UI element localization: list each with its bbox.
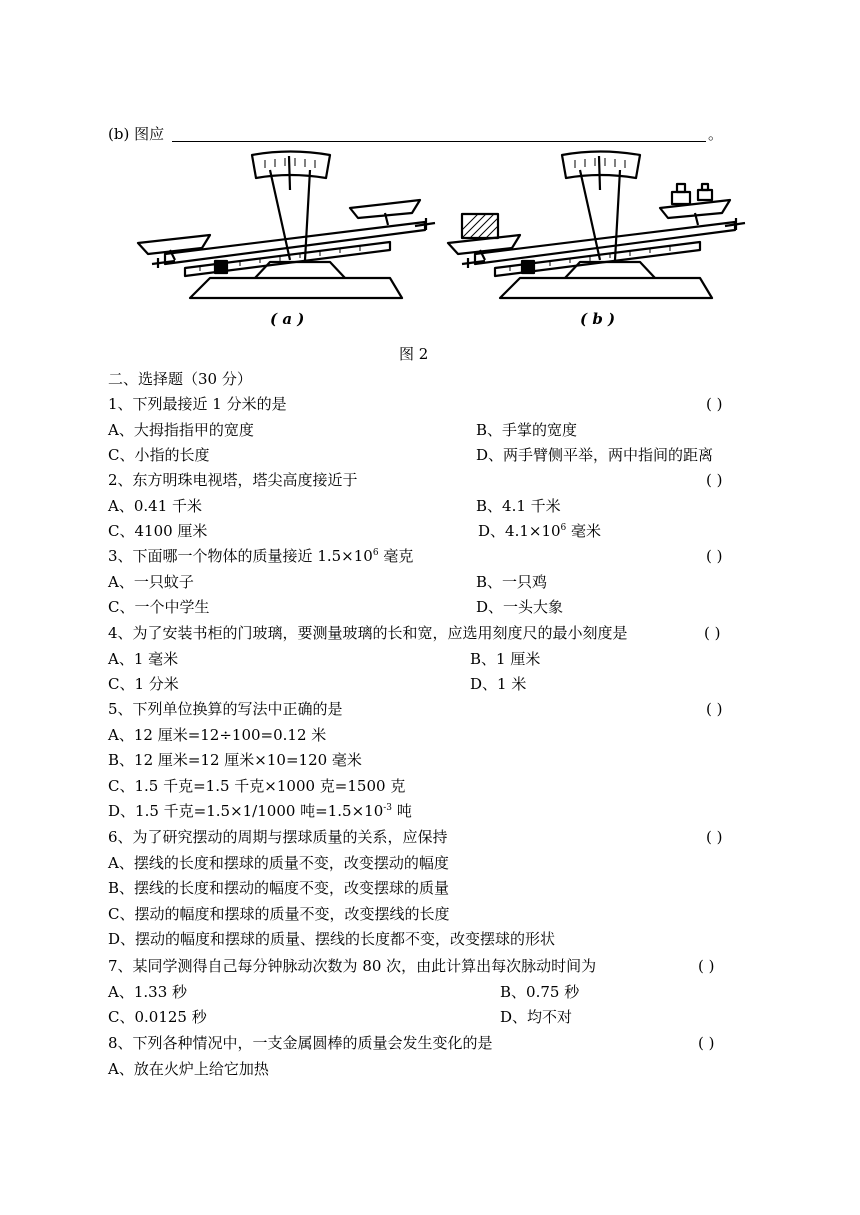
answer-paren-7[interactable]: ( ) (698, 957, 715, 975)
q1-option-a[interactable]: A、大拇指指甲的宽度 (108, 421, 254, 439)
q4-option-d[interactable]: D、1 米 (470, 675, 527, 693)
q6-option-c[interactable]: C、摆动的幅度和摆球的质量不变，改变摆线的长度 (108, 905, 450, 923)
q5-option-b[interactable]: B、12 厘米=12 厘米×10=120 毫米 (108, 751, 362, 769)
figure-label-a: ( a ) (270, 310, 305, 328)
q3-option-d[interactable]: D、一头大象 (476, 598, 564, 616)
answer-paren-8[interactable]: ( ) (698, 1034, 715, 1052)
q7-option-b[interactable]: B、0.75 秒 (500, 983, 580, 1001)
fill-prompt-end: 。 (708, 125, 724, 143)
balance-figure (130, 150, 750, 335)
answer-paren-4[interactable]: ( ) (704, 624, 721, 642)
q2-option-b[interactable]: B、4.1 千米 (476, 497, 561, 515)
q4-option-a[interactable]: A、1 毫米 (108, 650, 179, 668)
q8-option-a[interactable]: A、放在火炉上给它加热 (108, 1060, 269, 1078)
section-title: 二、选择题（30 分） (108, 370, 252, 388)
question-3-stem: 3、下面哪一个物体的质量接近 $1.5\times 10^6$ 毫克 (108, 547, 414, 565)
fill-prompt-label: (b) 图应 (108, 125, 165, 143)
q7-option-a[interactable]: A、1.33 秒 (108, 983, 187, 1001)
q4-option-b[interactable]: B、1 厘米 (470, 650, 541, 668)
q3-option-c[interactable]: C、一个中学生 (108, 598, 210, 616)
answer-blank-line[interactable] (172, 141, 706, 142)
balance-a-drawing (138, 152, 435, 299)
q2-option-d[interactable]: D、$4.1\times 10^6$ 毫米 (478, 522, 602, 540)
q7-option-c[interactable]: C、0.0125 秒 (108, 1008, 207, 1026)
q6-option-b[interactable]: B、摆线的长度和摆动的幅度不变，改变摆球的质量 (108, 879, 450, 897)
q5-option-a[interactable]: A、12 厘米=12÷100=0.12 米 (108, 726, 327, 744)
question-7-stem: 7、某同学测得自己每分钟脉动次数为 80 次，由此计算出每次脉动时间为 (108, 957, 597, 975)
q7-option-d[interactable]: D、均不对 (500, 1008, 573, 1026)
answer-paren-6[interactable]: ( ) (706, 828, 723, 846)
q4-option-c[interactable]: C、1 分米 (108, 675, 179, 693)
answer-paren-3[interactable]: ( ) (706, 547, 723, 565)
q3-option-b[interactable]: B、一只鸡 (476, 573, 548, 591)
q1-option-b[interactable]: B、手掌的宽度 (476, 421, 578, 439)
q1-option-c[interactable]: C、小指的长度 (108, 446, 210, 464)
question-5-stem: 5、下列单位换算的写法中正确的是 (108, 700, 343, 718)
q1-option-d[interactable]: D、两手臂侧平举，两中指间的距离 (476, 446, 714, 464)
q6-option-a[interactable]: A、摆线的长度和摆球的质量不变，改变摆动的幅度 (108, 854, 449, 872)
q2-option-c[interactable]: C、4100 厘米 (108, 522, 208, 540)
answer-paren-2[interactable]: ( ) (706, 471, 723, 489)
question-8-stem: 8、下列各种情况中，一支金属圆棒的质量会发生变化的是 (108, 1034, 493, 1052)
q5-option-c[interactable]: C、1.5 千克=1.5 千克×1000 克=1500 克 (108, 777, 406, 795)
q6-option-d[interactable]: D、摆动的幅度和摆球的质量、摆线的长度都不变，改变摆球的形状 (108, 930, 556, 948)
q5-option-d[interactable]: D、1.5 千克=1.5×1/1000 吨$=1.5\times 10^{-3}$ 吨 (108, 802, 412, 820)
question-2-stem: 2、东方明珠电视塔，塔尖高度接近于 (108, 471, 358, 489)
q3-option-a[interactable]: A、一只蚊子 (108, 573, 194, 591)
q2-option-a[interactable]: A、0.41 千米 (108, 497, 202, 515)
balance-b-drawing (448, 152, 745, 299)
answer-paren-1[interactable]: ( ) (706, 395, 723, 413)
question-1-stem: 1、下列最接近 1 分米的是 (108, 395, 287, 413)
figure-label-b: ( b ) (580, 310, 616, 328)
question-4-stem: 4、为了安装书柜的门玻璃，要测量玻璃的长和宽，应选用刻度尺的最小刻度是 (108, 624, 628, 642)
figure-caption: 图 2 (399, 345, 429, 363)
answer-paren-5[interactable]: ( ) (706, 700, 723, 718)
question-6-stem: 6、为了研究摆动的周期与摆球质量的关系，应保持 (108, 828, 448, 846)
